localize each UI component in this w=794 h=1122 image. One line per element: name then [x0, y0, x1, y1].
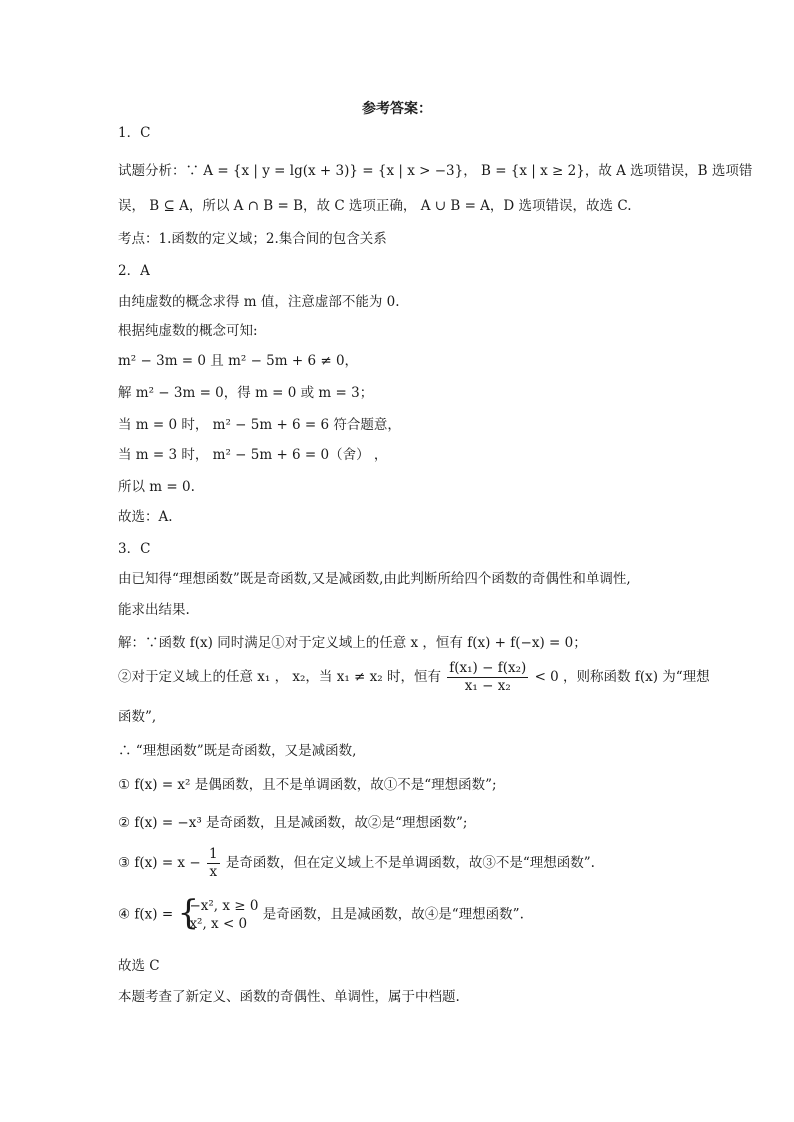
case-4-text-after: 是奇函数，且是减函数，故④是“理想函数”.	[262, 906, 524, 923]
case-3-fraction	[207, 846, 220, 881]
answer-3-hint: 由已知得“理想函数”既是奇函数,又是减函数,由此判断所给四个函数的奇偶性和单调性,	[118, 571, 631, 587]
answer-2-line: 当 m = 0 时， m² − 5m + 6 = 6 符合题意，	[118, 417, 401, 433]
answer-3-hint-cont: 能求出结果.	[118, 602, 190, 618]
answer-2-hint: 由纯虚数的概念求得 m 值，注意虚部不能为 0.	[118, 294, 400, 310]
answer-2-label: 2．A	[118, 263, 150, 279]
answer-3-line: ∴ “理想函数”既是奇函数，又是减函数,	[118, 743, 357, 759]
case-3-text-after: 是奇函数，但在定义域上不是单调函数，故③不是“理想函数”.	[225, 855, 595, 871]
answer-3-choice: 故选 C	[118, 958, 160, 974]
page-title: 参考答案：	[362, 101, 432, 117]
answer-3-case-3	[118, 846, 595, 881]
answer-3-condition	[118, 660, 710, 695]
answer-2-choice: 故选：A.	[118, 509, 173, 525]
answer-2-line: 解 m² − 3m = 0，得 m = 0 或 m = 3；	[118, 385, 374, 401]
case-3-text-before: ③ f(x) = x −	[118, 855, 201, 871]
piecewise-function	[177, 893, 259, 933]
answer-1-label: 1．C	[118, 125, 151, 141]
fraction-denominator: x	[209, 864, 218, 880]
answer-3-label: 3．C	[118, 541, 151, 557]
answer-1-analysis-cont: 误， B ⊆ A，所以 A ∩ B = B，故 C 选项正确， A ∪ B = A，D 选项错误，故选 C.	[118, 198, 632, 214]
case-4-text-before: ④ f(x) =	[118, 906, 174, 923]
answer-3-case-2: ② f(x) = −x³ 是奇函数，且是减函数，故②是“理想函数”;	[118, 815, 468, 831]
answer-2-line: 根据纯虚数的概念可知:	[118, 323, 258, 339]
condition-text-after: < 0 ，则称函数 f(x) 为“理想	[534, 669, 710, 685]
fraction-numerator: 1	[208, 846, 218, 862]
answer-2-line: 所以 m = 0.	[118, 479, 195, 495]
condition-text-before: ②对于定义域上的任意 x₁ ， x₂，当 x₁ ≠ x₂ 时，恒有	[118, 669, 441, 685]
piecewise-row-1: −x², x ≥ 0	[189, 898, 259, 914]
piecewise-row-2: x², x < 0	[189, 916, 248, 932]
condition-fraction	[447, 660, 528, 695]
answer-3-case-1: ① f(x) = x² 是偶函数，且不是单调函数，故①不是“理想函数”;	[118, 777, 497, 793]
answer-2-line: 当 m = 3 时， m² − 5m + 6 = 0（舍） ，	[118, 447, 388, 463]
answer-3-summary: 本题考查了新定义、函数的奇偶性、单调性，属于中档题.	[118, 989, 460, 1005]
answer-3-case-4	[118, 893, 524, 933]
piecewise-brace: {	[177, 893, 200, 933]
fraction-numerator: f(x₁) − f(x₂)	[449, 660, 527, 676]
answer-1-analysis: 试题分析：∵ A = {x | y = lg(x + 3)} = {x | x > −3}， B = {x | x ≥ 2}，故 A 选项错误，B 选项错	[118, 163, 753, 179]
fraction-denominator: x₁ − x₂	[464, 678, 511, 694]
answer-1-topic: 考点：1.函数的定义域；2.集合间的包含关系	[118, 231, 387, 247]
answer-2-line: m² − 3m = 0 且 m² − 5m + 6 ≠ 0，	[118, 353, 359, 369]
answer-3-line: 函数”,	[118, 709, 157, 725]
answer-3-solution: 解：∵函数 f(x) 同时满足①对于定义域上的任意 x ，恒有 f(x) + f(−x) = 0；	[118, 635, 587, 651]
